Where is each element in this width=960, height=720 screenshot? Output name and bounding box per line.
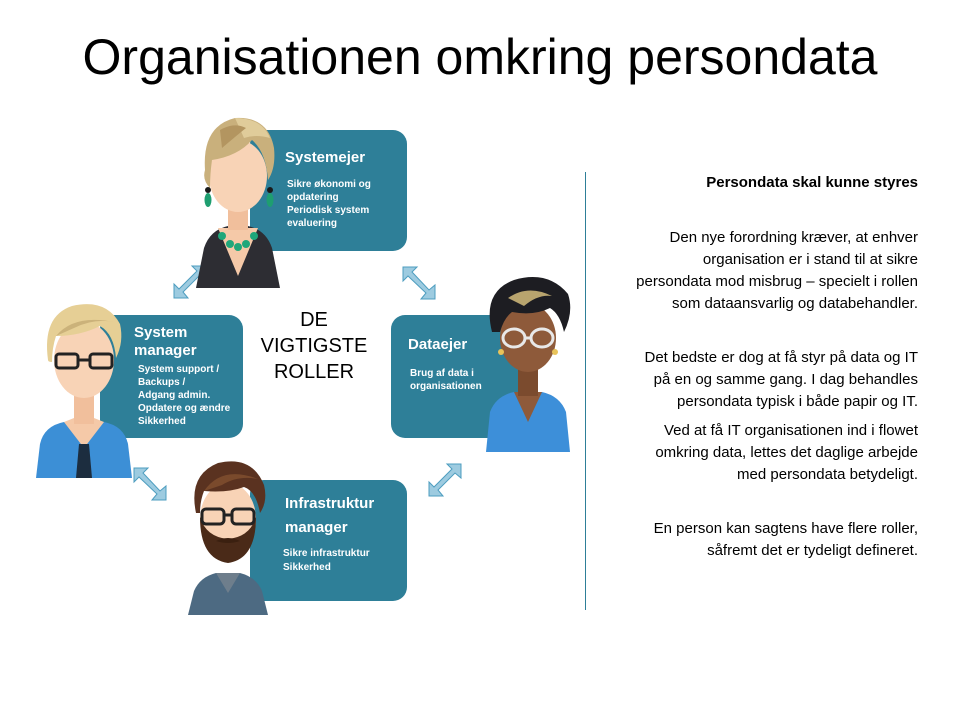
center-label bbox=[246, 307, 382, 385]
role-title-system-manager: System bbox=[134, 324, 188, 341]
role-line: Sikre økonomi og bbox=[287, 179, 371, 190]
woman-glasses-avatar-icon bbox=[478, 272, 578, 452]
center-label-line: DE bbox=[300, 309, 328, 331]
right-panel-paragraph bbox=[590, 420, 918, 486]
role-title-infrastruktur: Infrastruktur bbox=[285, 495, 375, 512]
role-line: System support / bbox=[138, 364, 220, 375]
paragraph-line: omkring data, lettes det daglige arbejde bbox=[655, 444, 918, 461]
role-line: organisationen bbox=[410, 381, 482, 392]
right-panel-paragraph bbox=[590, 227, 918, 315]
vertical-divider bbox=[585, 172, 586, 610]
right-panel-heading: Persondata skal kunne styres bbox=[706, 174, 918, 191]
paragraph-line: persondata mod misbrug – specielt i rollen bbox=[636, 273, 918, 290]
woman-avatar-icon bbox=[190, 108, 286, 288]
paragraph-line: som dataansvarlig og databehandler. bbox=[671, 295, 918, 312]
paragraph-line: såfremt det er tydeligt defineret. bbox=[707, 542, 918, 559]
double-arrow-icon bbox=[133, 467, 167, 501]
role-line: Opdatere og ændre bbox=[138, 403, 231, 414]
double-arrow-icon bbox=[428, 463, 462, 497]
paragraph-line: Den nye forordning kræver, at enhver bbox=[669, 229, 918, 246]
right-panel-paragraph bbox=[590, 518, 918, 562]
page-title: Organisationen omkring persondata bbox=[82, 29, 878, 85]
role-title-systemejer: Systemejer bbox=[285, 149, 366, 166]
paragraph-line: på en og samme gang. I dag behandles bbox=[653, 371, 918, 388]
man-glasses-avatar-icon bbox=[34, 296, 134, 478]
paragraph-line: En person kan sagtens have flere roller, bbox=[653, 520, 918, 537]
role-line: Backups / bbox=[138, 377, 186, 388]
role-title-infrastruktur-2: manager bbox=[285, 519, 348, 536]
role-line: Sikkerhed bbox=[283, 562, 331, 573]
role-title-dataejer: Dataejer bbox=[408, 336, 468, 353]
center-label-line: ROLLER bbox=[273, 361, 355, 383]
paragraph-line: Ved at få IT organisationen ind i flowet bbox=[663, 422, 918, 439]
paragraph-line: Det bedste er dog at få styr på data og IT bbox=[644, 349, 918, 366]
role-line: Sikre infrastruktur bbox=[283, 548, 370, 559]
bearded-man-avatar-icon bbox=[178, 455, 278, 615]
double-arrow-icon bbox=[402, 266, 436, 300]
paragraph-line: organisation er i stand til at sikre bbox=[702, 251, 918, 268]
paragraph-line: med persondata betydeligt. bbox=[737, 466, 918, 483]
role-line: Sikkerhed bbox=[138, 416, 186, 427]
role-title-system-manager-2: manager bbox=[134, 342, 197, 359]
role-line: Brug af data i bbox=[410, 368, 474, 379]
role-line: opdatering bbox=[287, 192, 339, 203]
right-panel-paragraph bbox=[590, 347, 918, 413]
paragraph-line: persondata typisk i både papir og IT. bbox=[677, 393, 918, 410]
role-line: Periodisk system bbox=[287, 205, 370, 216]
center-label-line: VIGTIGSTE bbox=[260, 335, 368, 357]
role-line: evaluering bbox=[287, 218, 338, 229]
role-line: Adgang admin. bbox=[138, 390, 211, 401]
